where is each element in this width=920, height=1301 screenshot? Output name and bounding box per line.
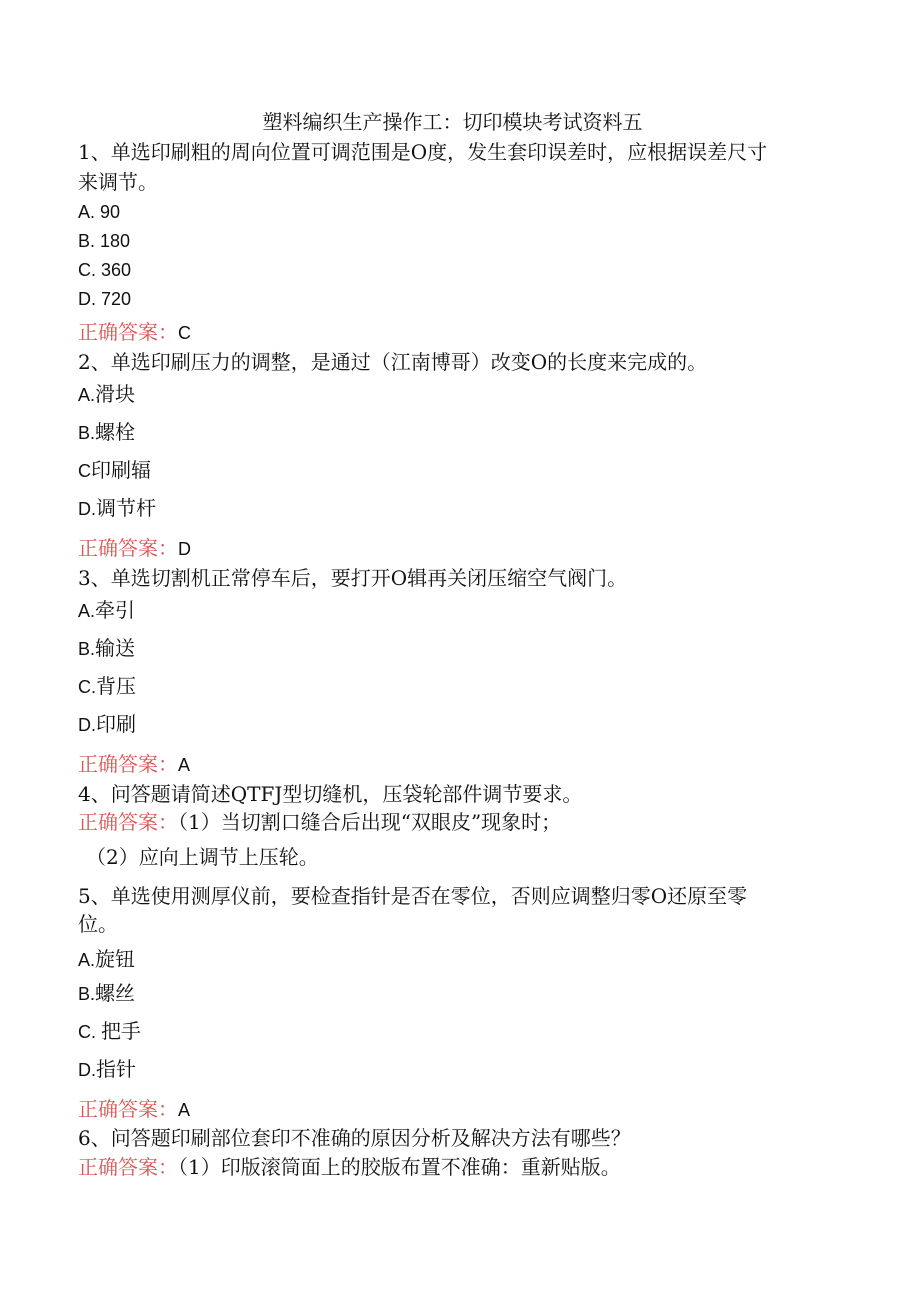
answer-text: （1）印版滚筒面上的胶版布置不准确：重新贴版。 (178, 1155, 621, 1179)
question-3-answer (78, 752, 190, 777)
question-1-option-a: A. 90 (78, 202, 121, 222)
question-5-answer (78, 1097, 190, 1122)
question-3-text: 3、单选切割机正常停车后，要打开O辑再关闭压缩空气阀门。 (78, 566, 628, 590)
question-5-option-d: D.指针 (78, 1057, 136, 1081)
answer-text: （1）当切割口缝合后出现“双眼皮”现象时； (178, 810, 562, 834)
answer-label: 正确答案： (78, 1097, 178, 1121)
question-1-option-b: B. 180 (78, 231, 131, 251)
question-4-text: 4、问答题请简述QTFJ型切缝机，压袋轮部件调节要求。 (78, 782, 583, 806)
answer-label: 正确答案： (78, 536, 178, 560)
question-5-text-cont: 位。 (78, 912, 118, 936)
question-1-option-d: D. 720 (78, 289, 132, 309)
answer-label: 正确答案： (78, 320, 178, 344)
answer-value: C (178, 323, 191, 343)
question-1-text: 1、单选印刷粗的周向位置可调范围是O度，发生套印误差时，应根据误差尺寸 (78, 140, 768, 164)
question-5-option-c: C. 把手 (78, 1019, 142, 1043)
question-5-text: 5、单选使用测厚仪前，要检查指针是否在零位，否则应调整归零O还原至零 (78, 884, 748, 908)
question-2-text: 2、单选印刷压力的调整，是通过（江南博哥）改变O的长度来完成的。 (78, 350, 708, 374)
question-1-text-cont: 来调节。 (78, 170, 158, 194)
answer-label: 正确答案： (78, 810, 178, 834)
question-4-answer-cont: （2）应向上调节上压轮。 (86, 845, 319, 869)
question-2-answer (78, 536, 191, 561)
answer-label: 正确答案： (78, 752, 178, 776)
answer-value: A (178, 1100, 191, 1120)
question-3-option-c: C.背压 (78, 674, 136, 698)
answer-value: A (178, 755, 191, 775)
question-1-option-c: C. 360 (78, 260, 132, 280)
question-3-option-b: B.输送 (78, 636, 136, 660)
question-2-option-a: A.滑块 (78, 382, 136, 406)
question-2-option-c: C印刷辐 (78, 458, 151, 482)
question-5-option-a: A.旋钮 (78, 947, 136, 971)
answer-label: 正确答案： (78, 1155, 178, 1179)
question-3-option-d: D.印刷 (78, 712, 136, 736)
question-4-answer (78, 810, 561, 834)
page-title: 塑料编织生产操作工：切印模块考试资料五 (262, 110, 643, 134)
answer-value: D (178, 539, 191, 559)
question-2-option-d: D.调节杆 (78, 496, 156, 520)
question-6-answer (78, 1155, 621, 1179)
question-3-option-a: A.牵引 (78, 598, 136, 622)
question-2-option-b: B.螺栓 (78, 420, 136, 444)
question-6-text: 6、问答题印刷部位套印不准确的原因分析及解决方法有哪些？ (78, 1126, 631, 1150)
question-1-answer (78, 320, 191, 345)
question-5-option-b: B.螺丝 (78, 981, 136, 1005)
